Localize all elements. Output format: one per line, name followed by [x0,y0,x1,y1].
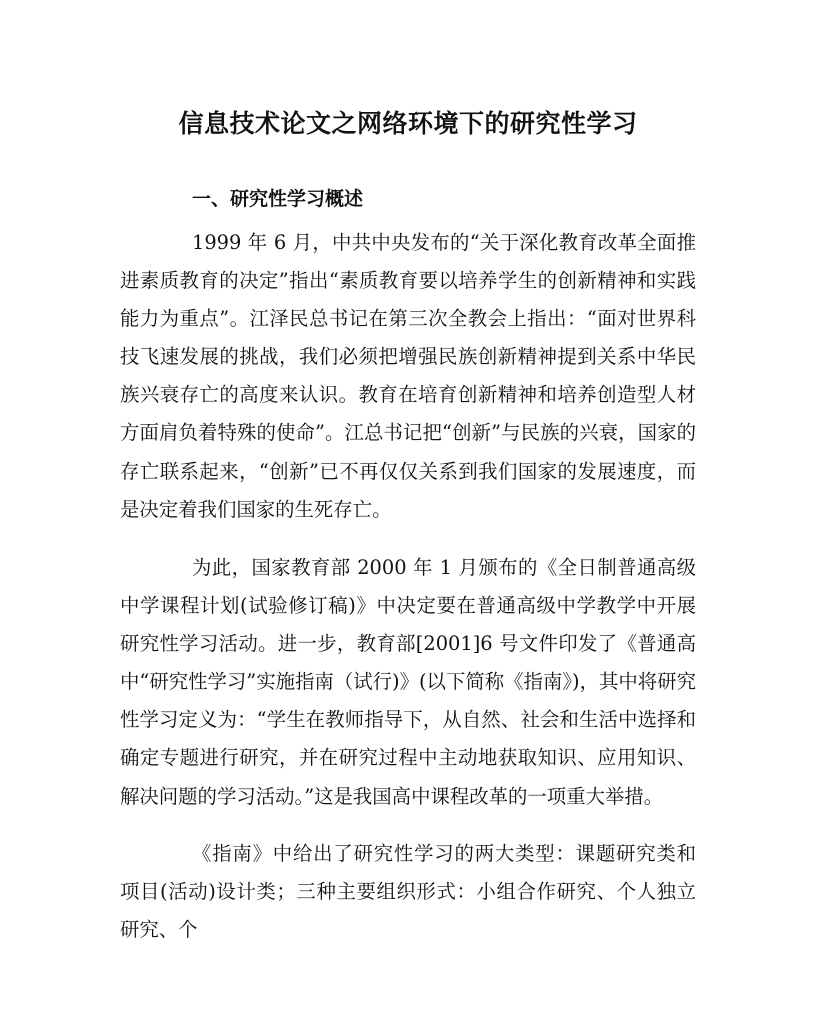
paragraph-1: 1999 年 6 月，中共中央发布的“关于深化教育改革全面推进素质教育的决定”指出“素质教育要以培养学生的创新精神和实践能力为重点”。江泽民总书记在第三次全教会上指出：“面对世界科技飞速发展的挑战，我们必须把增强民族创新精神提到关系中华民族兴衰存亡的高度来认识。教育在培育创新精神和培养创造型人材方面肩负着特殊的使命”。江总书记把“创新”与民族的兴衰，国家的存亡联系起来，“创新”已不再仅仅关系到我们国家的发展速度，而是决定着我们国家的生死存亡。 [120,231,696,521]
paragraph-3: 《指南》中给出了研究性学习的两大类型：课题研究类和项目(活动)设计类；三种主要组织形式：小组合作研究、个人独立研究、个 [120,842,696,942]
section-heading: 一、研究性学习概述 [192,188,364,210]
paragraph-2: 为此，国家教育部 2000 年 1 月颁布的《全日制普通高级中学课程计划(试验修订稿)》中决定要在普通高级中学教学中开展研究性学习活动。进一步，教育部[2001]6 号文件印发了《普通高中“研究性学习”实施指南（试行)》(以下简称《指南》)，其中将研究性学习定义为：“学生在教师指导下，从自然、社会和生活中选择和确定专题进行研究，并在研究过程中主动地获取知识、应用知识、解决问题的学习活动。”这是我国高中课程改革的一项重大举措。 [120,556,696,808]
document-title: 信息技术论文之网络环境下的研究性学习 [178,109,638,138]
